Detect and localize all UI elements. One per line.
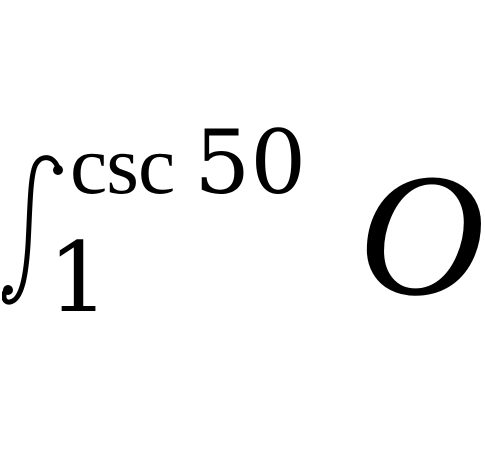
upper-limit-argument: 50 bbox=[194, 111, 307, 214]
upper-limit-function: csc bbox=[70, 119, 175, 212]
integral-lower-limit: 1 bbox=[48, 222, 110, 334]
integral-upper-limit bbox=[70, 111, 307, 214]
integrand: O bbox=[358, 138, 485, 333]
